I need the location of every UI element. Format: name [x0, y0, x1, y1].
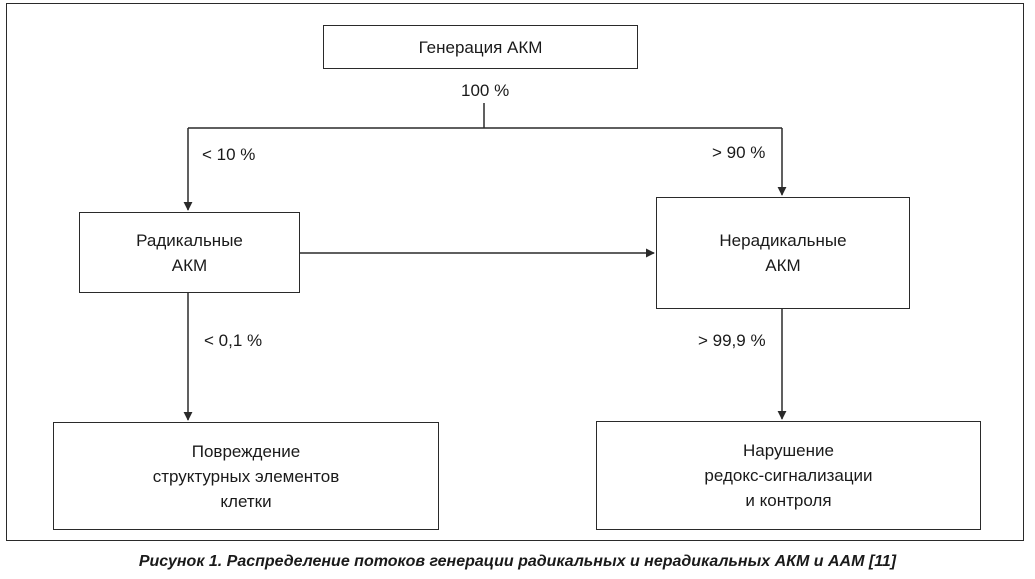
node-disruption-label: Нарушение редокс-сигнализации и контроля	[704, 441, 873, 510]
label-total-percent: 100 %	[461, 81, 510, 100]
node-nonradical-label: Нерадикальные АКМ	[719, 231, 847, 275]
label-nonradical-percent: > 90 %	[712, 143, 766, 162]
label-nonradical-to-disruption-percent: > 99,9 %	[698, 331, 766, 350]
figure-caption: Рисунок 1. Распределение потоков генерации радикальных и нерадикальных АКМ и ААМ [11]	[138, 553, 897, 570]
node-damage	[53, 422, 439, 530]
node-radical-label: Радикальные АКМ	[136, 230, 243, 275]
label-radical-percent: < 10 %	[202, 145, 256, 164]
node-damage-label: Повреждение структурных элементов клетки	[152, 441, 340, 511]
node-nonradical	[656, 197, 910, 309]
node-radical	[79, 212, 300, 293]
label-radical-to-damage-percent: < 0,1 %	[204, 331, 263, 350]
node-generation-label: Генерация АКМ	[418, 37, 543, 57]
node-disruption	[596, 421, 981, 530]
node-generation	[323, 25, 638, 69]
